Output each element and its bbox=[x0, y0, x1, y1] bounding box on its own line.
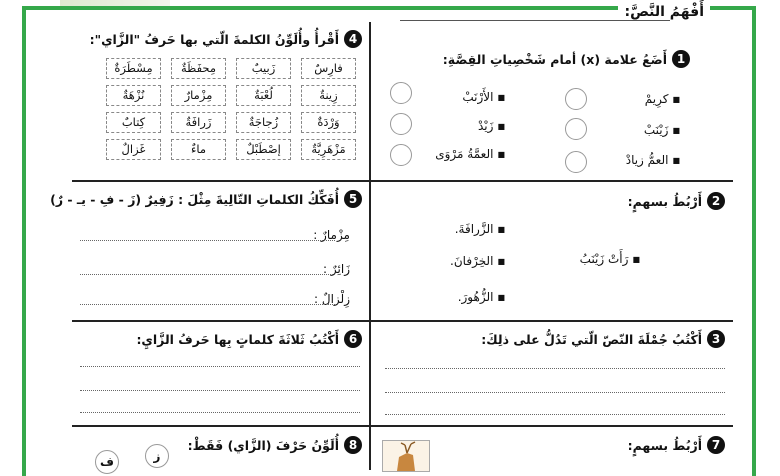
q4-word[interactable]: زَرافَةٌ bbox=[171, 112, 226, 133]
q4-word[interactable]: مِسْطَرَةٌ bbox=[106, 58, 161, 79]
q5-word-1: مِزْمارٌ : bbox=[313, 228, 350, 242]
q4-word[interactable]: مِزْمارٌ bbox=[171, 85, 226, 106]
q5-answer-line-3[interactable] bbox=[80, 304, 335, 305]
q4-word[interactable]: وَرْدَةٌ bbox=[301, 112, 356, 133]
q1-option-left-2: ■ زَيْدْ bbox=[478, 119, 505, 133]
q5-answer-line-1[interactable] bbox=[80, 240, 335, 241]
q7-title: أَرْبُطُ بسهمٍ: bbox=[627, 437, 702, 453]
q6-answer-line-3[interactable] bbox=[80, 412, 360, 413]
q2-header bbox=[628, 192, 725, 210]
q4-word[interactable]: غَزالٌ bbox=[106, 139, 161, 160]
q2-number: 2 bbox=[707, 192, 725, 210]
q8-header bbox=[188, 436, 362, 454]
q3-answer-line-1[interactable] bbox=[385, 368, 725, 369]
q1-checkbox-left-3[interactable] bbox=[390, 144, 412, 166]
q1-header bbox=[443, 50, 690, 68]
q2-sentence: ■ رَأَتْ زَيْنَبُ bbox=[580, 252, 640, 266]
q3-answer-line-2[interactable] bbox=[385, 392, 725, 393]
q2-choice-2[interactable]: ■ الخِرْفانَ. bbox=[450, 254, 505, 268]
q4-word[interactable]: إصْطَبْلٌ bbox=[236, 139, 291, 160]
q4-word[interactable]: نُزْهَةٌ bbox=[106, 85, 161, 106]
q8-title: أُلَوِّنُ حَرْفَ (الزَّاي) فَقَطْ: bbox=[187, 437, 339, 453]
q8-section bbox=[188, 436, 362, 454]
q6-section bbox=[136, 330, 362, 348]
q4-section bbox=[90, 30, 362, 48]
left-divider-3 bbox=[72, 425, 370, 427]
q1-option-left-1: ■ الأَرْنَبْ bbox=[462, 90, 505, 104]
q4-word[interactable]: مَزْهَرِيَّةٌ bbox=[301, 139, 356, 160]
q7-section bbox=[628, 436, 725, 454]
q5-word-2: زَائِرٌ : bbox=[323, 262, 350, 276]
q4-word-grid bbox=[106, 58, 356, 160]
q1-option-right-1: ■ كرِيمْ bbox=[645, 92, 680, 106]
q2-title: أَرْبُطُ بسهمٍ: bbox=[627, 193, 702, 209]
q4-word[interactable]: فارِسٌ bbox=[301, 58, 356, 79]
left-divider-1 bbox=[72, 180, 370, 182]
q6-answer-line-2[interactable] bbox=[80, 390, 360, 391]
q4-word[interactable]: مِحفَظَةٌ bbox=[171, 58, 226, 79]
q3-header bbox=[481, 330, 725, 348]
q1-option-right-3: ■ العمُّ زيادْ bbox=[626, 153, 680, 167]
q1-number: 1 bbox=[672, 50, 690, 68]
q1-section bbox=[443, 50, 690, 68]
q1-checkbox-right-2[interactable] bbox=[565, 118, 587, 140]
q5-section bbox=[50, 190, 362, 208]
q7-header bbox=[628, 436, 725, 454]
q5-answer-line-2[interactable] bbox=[80, 274, 335, 275]
q8-letter-2[interactable]: ف bbox=[95, 450, 119, 474]
q3-number: 3 bbox=[707, 330, 725, 348]
q5-number: 5 bbox=[344, 190, 362, 208]
q4-word[interactable]: ماءٌ bbox=[171, 139, 226, 160]
q4-word[interactable]: زَبيبٌ bbox=[236, 58, 291, 79]
column-divider bbox=[369, 22, 371, 470]
q1-checkbox-right-3[interactable] bbox=[565, 151, 587, 173]
q8-letter-1[interactable]: ز bbox=[145, 444, 169, 468]
header-logo-strip bbox=[60, 0, 170, 6]
q1-option-right-2: ■ زَيْنَبْ bbox=[644, 123, 680, 137]
right-divider-2 bbox=[370, 320, 733, 322]
q4-word[interactable]: لُعْبَةٌ bbox=[236, 85, 291, 106]
q3-title: أَكْتُبُ جُمْلَةَ النّصّ الّتي تَدُلُّ على ذلِكَ: bbox=[481, 331, 702, 347]
q1-checkbox-left-1[interactable] bbox=[390, 82, 412, 104]
q4-number: 4 bbox=[344, 30, 362, 48]
left-divider-2 bbox=[72, 320, 370, 322]
q6-title: أَكْتُبُ ثَلاثَةَ كلماتٍ بِها حَرفُ الزَّايِ: bbox=[136, 331, 339, 347]
q1-checkbox-left-2[interactable] bbox=[390, 113, 412, 135]
q7-number: 7 bbox=[707, 436, 725, 454]
q5-word-3: زِلْزالٌ : bbox=[314, 292, 350, 306]
right-divider-1 bbox=[370, 180, 733, 182]
q4-word[interactable]: كِتابٌ bbox=[106, 112, 161, 133]
q1-title: أَضَعُ علامة (x) أمام شَخْصِياتِ القِصَّةِ: bbox=[442, 51, 667, 67]
q4-title: أَقْرأُ وأُلَوِّنُ الكلمةَ الّتي بها حَرفُ "الزَّاي": bbox=[89, 31, 339, 47]
q1-checkbox-right-1[interactable] bbox=[565, 88, 587, 110]
q4-word[interactable]: زِينةٌ bbox=[301, 85, 356, 106]
q6-number: 6 bbox=[344, 330, 362, 348]
q3-section bbox=[481, 330, 725, 348]
q4-word[interactable]: زُجاجَةٌ bbox=[236, 112, 291, 133]
q6-answer-line-1[interactable] bbox=[80, 366, 360, 367]
page-title: أَفْهَمُ النَّصَّ: bbox=[618, 4, 710, 20]
q2-section bbox=[628, 192, 725, 210]
q8-number: 8 bbox=[344, 436, 362, 454]
deer-picture bbox=[382, 440, 430, 472]
q2-choice-3[interactable]: ■ الزُّهُورَ. bbox=[458, 290, 505, 304]
q3-answer-line-3[interactable] bbox=[385, 414, 725, 415]
q6-header bbox=[136, 330, 362, 348]
q2-choice-1[interactable]: ■ الزَّرافَةَ. bbox=[455, 222, 505, 236]
q4-header bbox=[90, 30, 362, 48]
q5-title: أُفَكِّكُ الكلماتِ التّالِيةَ مِثْلَ : زَفِيرٌ (زَ - فِ - يـ - رٌ) bbox=[50, 191, 339, 207]
right-divider-3 bbox=[370, 425, 733, 427]
title-underline bbox=[400, 20, 670, 21]
q1-option-left-3: ■ العمَّةُ مَرْوَى bbox=[435, 147, 505, 161]
q5-header bbox=[50, 190, 362, 208]
